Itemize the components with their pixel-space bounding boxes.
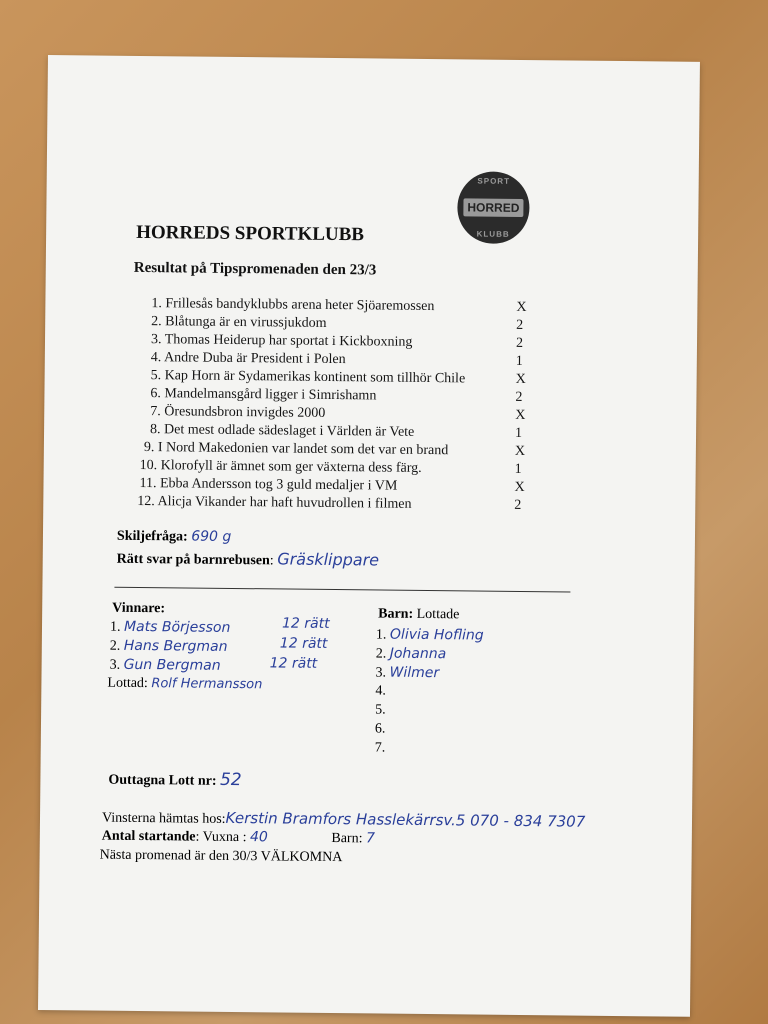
winner-row-1 — [110, 619, 231, 637]
winner-name: Gun Bergman — [123, 656, 221, 674]
logo-text: HORRED — [463, 198, 523, 217]
question-9: 9. I Nord Makedonien var landet som det var en brand — [143, 440, 449, 459]
lottad-name: Rolf Hermansson — [151, 676, 263, 693]
answer-7: X — [515, 407, 526, 424]
starters-kids-value: 7 — [365, 830, 376, 847]
lottery-label: Outtagna Lott nr: — [108, 772, 217, 789]
kid-num: 3. — [375, 665, 387, 681]
kids-heading-suffix: Lottade — [416, 606, 460, 623]
pickup-value: Kerstin Bramfors Hasslekärrsv.5 070 - 834 7307 — [225, 808, 586, 831]
kid-name: Wilmer — [389, 664, 440, 682]
question-3: 3. Thomas Heiderup har sportat i Kickboxning — [150, 332, 413, 350]
kid-name: Johanna — [389, 645, 447, 663]
answer-10: 1 — [514, 461, 522, 477]
answer-4: 1 — [515, 353, 523, 369]
divider-line — [114, 587, 570, 593]
kid-row-6 — [375, 721, 386, 737]
tiebreak-value: 690 g — [191, 528, 232, 545]
lottery-row — [108, 769, 241, 790]
kids-puzzle-colon: : — [269, 553, 274, 569]
question-10: 10. Klorofyll är ämnet som ger växterna dess färg. — [139, 457, 422, 476]
answer-9: X — [514, 443, 526, 460]
winner-score-2: 12 rätt — [279, 635, 328, 652]
lottad-label: Lottad: — [107, 675, 148, 692]
question-8: 8. Det mest odlade sädeslaget i Världen är Vete — [150, 422, 415, 440]
starters-kids-label: Barn: — [331, 831, 363, 847]
winner-num: 1. — [109, 619, 121, 635]
answer-8: 1 — [514, 425, 523, 441]
next-walk: Nästa promenad är den 30/3 VÄLKOMNA — [99, 847, 343, 866]
starters-row — [102, 828, 375, 848]
winner-num: 2. — [109, 638, 121, 654]
page-subtitle: Resultat på Tipspromenaden den 23/3 — [133, 259, 377, 279]
kid-row-2 — [376, 645, 447, 663]
kid-row-3 — [375, 664, 439, 682]
kids-puzzle-value: Gräsklippare — [277, 549, 380, 570]
page-title: HORREDS SPORTKLUBB — [136, 221, 365, 246]
answer-2: 2 — [516, 317, 524, 333]
answer-3: 2 — [515, 335, 524, 351]
answer-6: 2 — [515, 389, 523, 405]
kid-row-4 — [375, 683, 386, 699]
starters-adults-value: 40 — [249, 829, 268, 846]
winner-score-3: 12 rätt — [269, 655, 318, 672]
winner-name: Hans Bergman — [123, 637, 228, 655]
question-7: 7. Öresundsbron invigdes 2000 — [150, 404, 326, 421]
question-6: 6. Mandelmansgård ligger i Simrishamn — [150, 386, 377, 404]
winner-score-1: 12 rätt — [281, 615, 330, 632]
kid-row-1 — [376, 626, 484, 644]
winners-heading: Vinnare: — [112, 600, 166, 617]
kids-puzzle-row — [117, 548, 380, 571]
winner-name: Mats Börjesson — [123, 618, 231, 636]
lottad-row — [107, 676, 262, 694]
question-5: 5. Kap Horn är Sydamerikas kontinent som tillhör Chile — [150, 368, 466, 387]
kids-puzzle-label: Rätt svar på barnrebusen — [116, 551, 270, 569]
question-11: 11. Ebba Andersson tog 3 guld medaljer i VM — [139, 475, 398, 494]
winner-row-2 — [110, 638, 228, 656]
kid-num: 4. — [375, 683, 386, 699]
paper-sheet — [38, 55, 700, 1017]
pickup-label: Vinsterna hämtas hos: — [101, 810, 226, 827]
answer-11: X — [514, 479, 525, 496]
winner-num: 3. — [109, 657, 121, 673]
tiebreak-label: Skiljefråga: — [116, 528, 188, 545]
kid-name: Olivia Hofling — [389, 626, 484, 644]
winner-row-3 — [110, 657, 221, 675]
kid-row-7 — [375, 740, 386, 756]
starters-label: Antal startande — [101, 828, 196, 845]
kid-row-5 — [375, 702, 386, 718]
question-12: 12. Alicja Vikander har haft huvudrollen i filmen — [137, 493, 412, 512]
kid-num: 5. — [375, 702, 386, 718]
answer-12: 2 — [514, 497, 522, 513]
kid-num: 2. — [375, 646, 387, 662]
question-4: 4. Andre Duba är President i Polen — [150, 350, 346, 368]
logo-ring-top: SPORT — [477, 176, 511, 186]
answer-5: X — [515, 371, 526, 388]
kid-num: 6. — [374, 721, 386, 737]
lottery-value: 52 — [219, 769, 242, 791]
club-logo — [457, 171, 530, 244]
question-1: 1. Frillesås bandyklubbs arena heter Sjöaremossen — [151, 296, 435, 315]
kid-num: 1. — [375, 627, 387, 643]
logo-ring-bottom: KLUBB — [476, 229, 510, 239]
answer-1: X — [516, 299, 527, 316]
question-2: 2. Blåtunga är en virussjukdom — [151, 314, 327, 331]
kid-num: 7. — [374, 740, 386, 756]
tiebreak-row — [117, 528, 231, 546]
starters-adults-label: : Vuxna : — [195, 829, 247, 846]
kids-heading-row — [378, 606, 459, 623]
kids-heading: Barn: — [378, 606, 414, 622]
